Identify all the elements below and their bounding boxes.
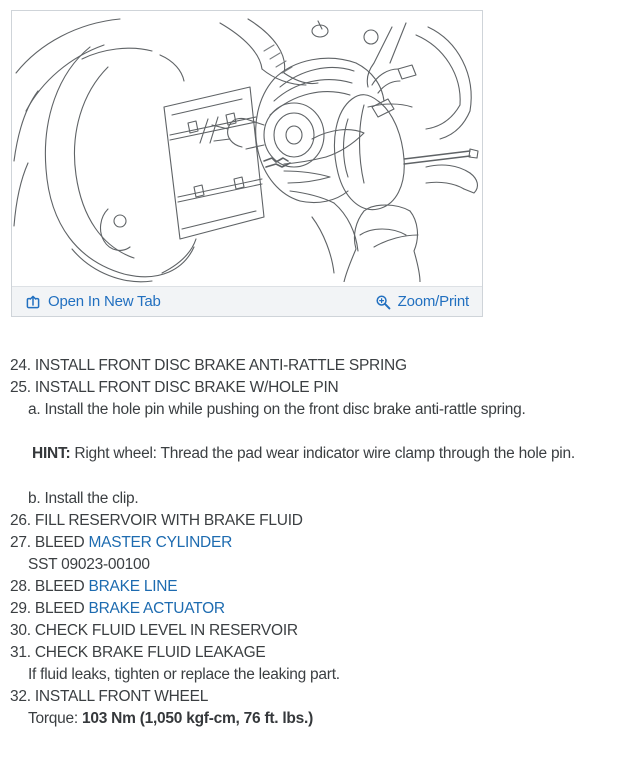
brake-diagram-right-overlay (12, 11, 482, 282)
master-cylinder-link[interactable]: MASTER CYLINDER (88, 534, 233, 551)
brake-actuator-link[interactable]: BRAKE ACTUATOR (88, 600, 225, 617)
hint-note: HINT: Right wheel: Thread the pad wear indicator wire clamp through the hole pin. (32, 445, 575, 462)
zoom-print-label: Zoom/Print (397, 293, 469, 310)
step-31: 31. CHECK BRAKE FLUID LEAKAGE (10, 644, 266, 661)
hint-label: HINT: (32, 445, 71, 462)
brake-line-link[interactable]: BRAKE LINE (88, 578, 178, 595)
step-29: 29. BLEED BRAKE ACTUATOR (10, 600, 225, 617)
open-in-new-tab-label: Open In New Tab (48, 293, 161, 310)
step-25a: a. Install the hole pin while pushing on the front disc brake anti-rattle spring. (28, 401, 526, 418)
torque-value: 103 Nm (1,050 kgf-cm, 76 ft. lbs.) (82, 710, 313, 727)
step-28: 28. BLEED BRAKE LINE (10, 578, 178, 595)
torque-label: Torque: (28, 710, 83, 727)
step-26: 26. FILL RESERVOIR WITH BRAKE FLUID (10, 512, 303, 529)
step-30: 30. CHECK FLUID LEVEL IN RESERVOIR (10, 622, 298, 639)
step-32: 32. INSTALL FRONT WHEEL (10, 688, 209, 705)
figure-panel (11, 10, 483, 317)
procedure-steps (0, 355, 639, 730)
step-27: 27. BLEED MASTER CYLINDER (10, 534, 233, 551)
step-27-sst: SST 09023-00100 (28, 556, 150, 573)
step-25b: b. Install the clip. (28, 490, 139, 507)
step-24: 24. INSTALL FRONT DISC BRAKE ANTI-RATTLE SPRING (10, 357, 407, 374)
step-32-torque (0, 708, 639, 730)
brake-assembly-diagram (12, 11, 482, 286)
zoom-magnifier-plus-icon (375, 294, 391, 310)
step-31-note: If fluid leaks, tighten or replace the leaking part. (28, 666, 340, 683)
open-in-new-tab-icon (25, 294, 41, 310)
zoom-print-link[interactable] (375, 293, 469, 310)
step-25: 25. INSTALL FRONT DISC BRAKE W/HOLE PIN (10, 379, 339, 396)
figure-toolbar (12, 286, 482, 316)
open-in-new-tab-link[interactable] (25, 293, 161, 310)
